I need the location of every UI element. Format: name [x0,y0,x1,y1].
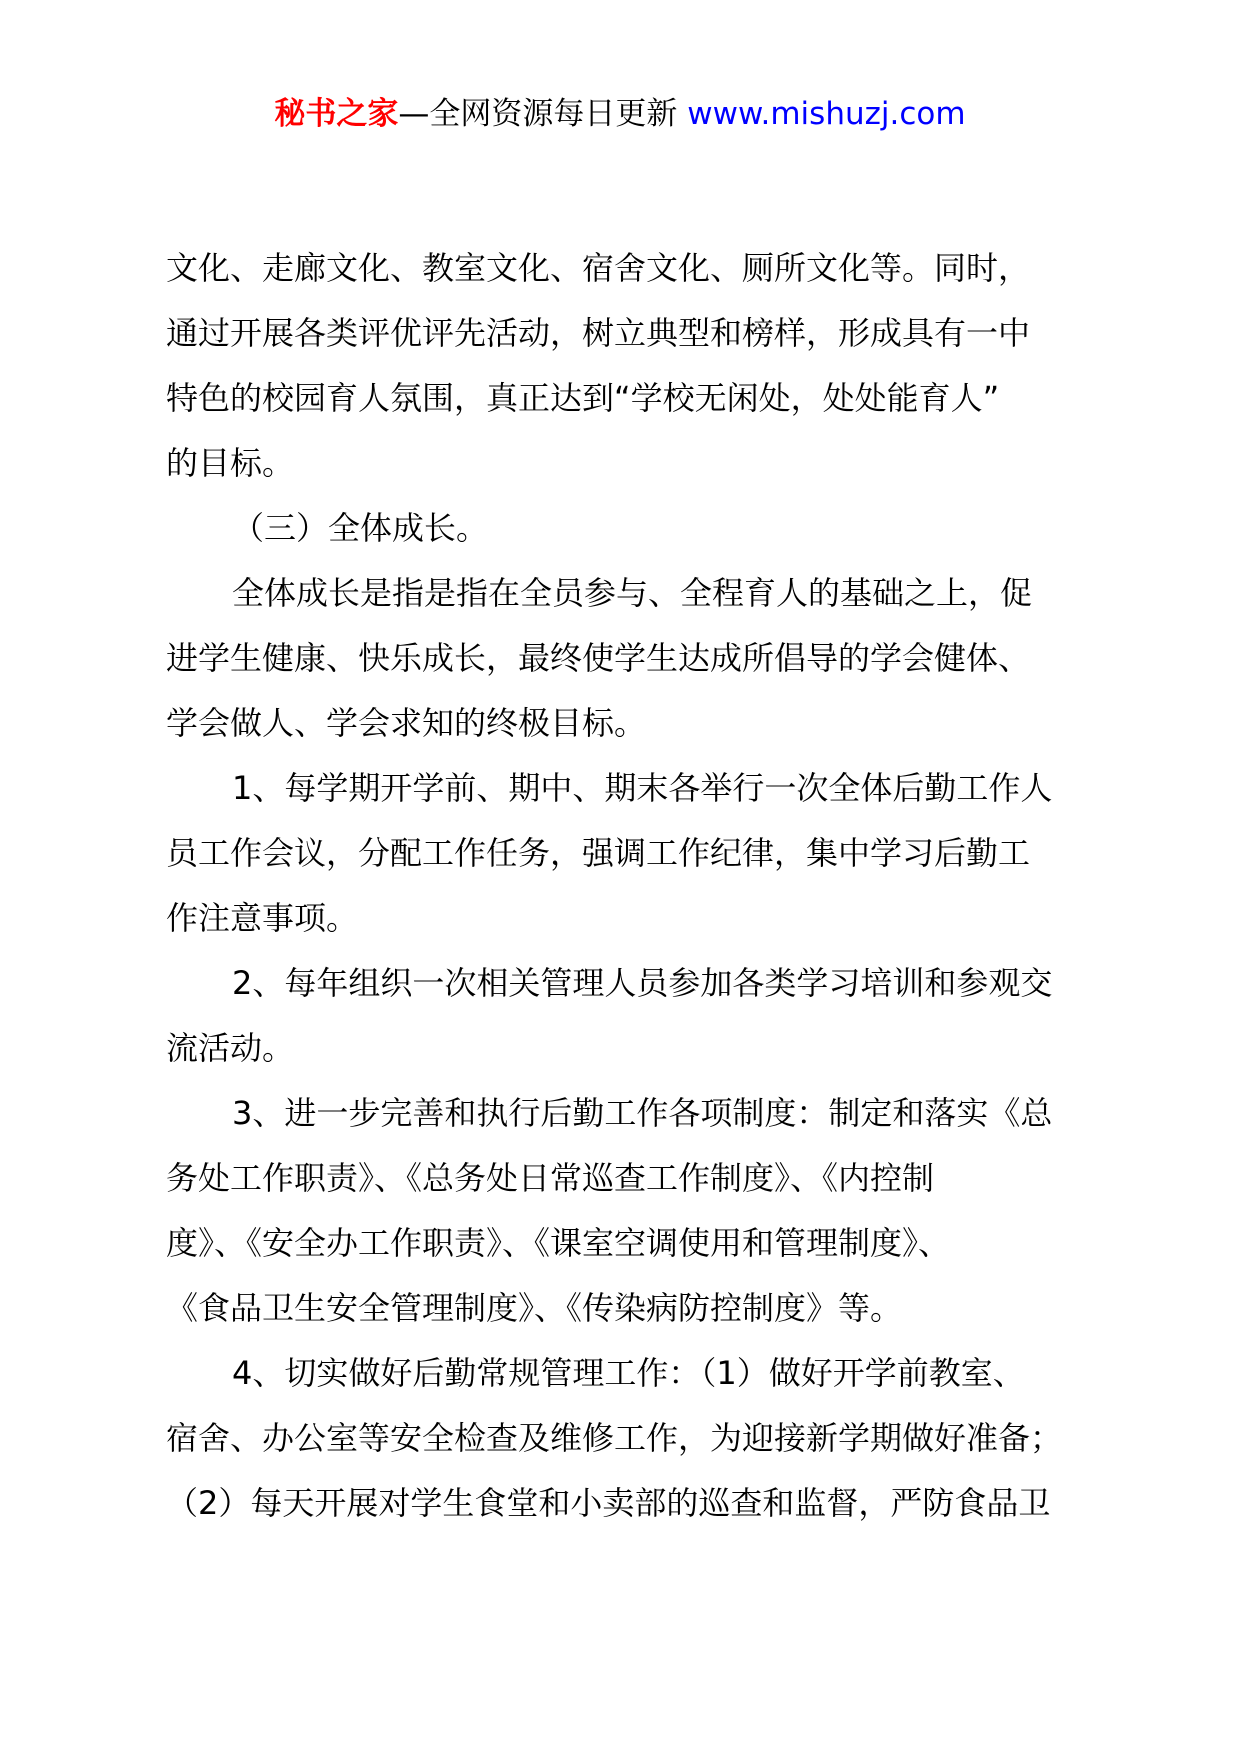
body-line: 文化、走廊文化、教室文化、宿舍文化、厕所文化等。同时， [166,249,1031,287]
section-heading: （三）全体成长。 [232,509,489,547]
page-header [0,92,1240,136]
list-item-3-line: 务处工作职责》、《总务处日常巡查工作制度》、《内控制 [166,1159,935,1197]
body-line: 进学生健康、快乐成长，最终使学生达成所倡导的学会健体、 [166,639,1031,677]
list-item-2-line: 2、每年组织一次相关管理人员参加各类学习培训和参观交 [232,964,1053,1002]
body-line: 的目标。 [166,444,295,482]
list-item-1-line: 作注意事项。 [166,899,359,937]
list-item-4-line: 宿舍、办公室等安全检查及维修工作，为迎接新学期做好准备； [166,1419,1063,1457]
body-line: 通过开展各类评优评先活动，树立典型和榜样，形成具有一中 [166,314,1031,352]
list-item-4-line: 4、切实做好后勤常规管理工作：（1）做好开学前教室、 [232,1354,1025,1392]
list-item-3-line: 《食品卫生安全管理制度》、《传染病防控制度》等。 [166,1289,903,1327]
list-item-3-line: 3、进一步完善和执行后勤工作各项制度：制定和落实《总 [232,1094,1053,1132]
site-url-link[interactable]: www.mishuzj.com [687,96,966,132]
list-item-4-line: （2）每天开展对学生食堂和小卖部的巡查和监督，严防食品卫 [166,1484,1051,1522]
body-line: 特色的校园育人氛围，真正达到“学校无闲处，处处能育人” [166,379,1000,417]
body-line: 全体成长是指是指在全员参与、全程育人的基础之上，促 [232,574,1033,612]
list-item-2-line: 流活动。 [166,1029,295,1067]
list-item-1-line: 员工作会议，分配工作任务，强调工作纪律，集中学习后勤工 [166,834,1031,872]
body-line: 学会做人、学会求知的终极目标。 [166,704,647,742]
site-tagline: —全网资源每日更新 [398,96,678,132]
site-brand: 秘书之家 [274,96,399,132]
list-item-3-line: 度》、《安全办工作职责》、《课室空调使用和管理制度》、 [166,1224,951,1262]
document-body [166,236,1116,1536]
list-item-1-line: 1、每学期开学前、期中、期末各举行一次全体后勤工作人 [232,769,1053,807]
